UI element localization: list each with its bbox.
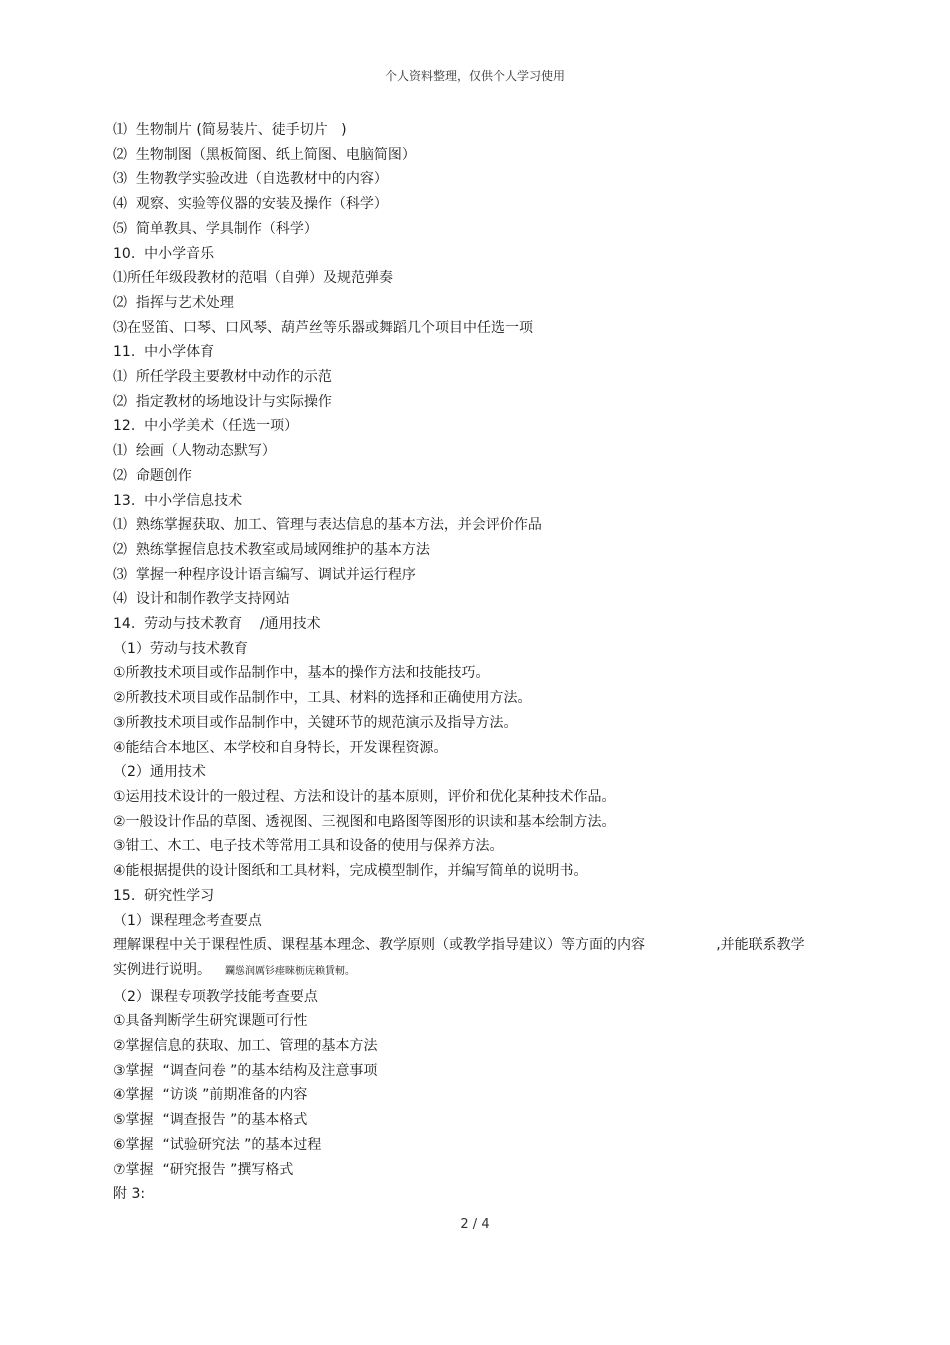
text-line: 11. 中小学体育: [113, 344, 215, 361]
text-line: ①具备判断学生研究课题可行性: [113, 1013, 308, 1030]
text-line: 附 3:: [113, 1186, 146, 1203]
text-line: （1）劳动与技术教育: [113, 640, 248, 657]
text-line: （2）课程专项教学技能考查要点: [113, 988, 318, 1005]
text-line: ⑵ 命题创作: [113, 467, 192, 484]
text-line: ⑵ 熟练掌握信息技术教室或局域网维护的基本方法: [113, 541, 430, 558]
paragraph-line-1: 理解课程中关于课程性质、课程基本理念、教学原则（或教学指导建议）等方面的内容 ,并能联系教学: [113, 937, 805, 954]
text-line: ⑤掌握 “调查报告 ”的基本格式: [113, 1112, 308, 1129]
text-line: 15. 研究性学习: [113, 887, 215, 904]
text-line: ⑴ 熟练掌握获取、加工、管理与表达信息的基本方法，并会评价作品: [113, 517, 542, 534]
paragraph-note: 鑭慫润厲钐瘗睞枥庑赖賃軔。: [225, 965, 355, 977]
paragraph: [113, 933, 863, 984]
text-line: ⑷ 观察、实验等仪器的安装及操作（科学）: [113, 196, 388, 213]
document-body: [113, 118, 863, 1207]
text-line: 14. 劳动与技术教育 /通用技术: [113, 616, 321, 633]
page-header: 个人资料整理，仅供个人学习使用: [384, 69, 565, 83]
text-line: ②一般设计作品的草图、透视图、三视图和电路图等图形的识读和基本绘制方法。: [113, 813, 616, 830]
text-block-2: [113, 985, 863, 1207]
text-line: ⑴ 所任学段主要教材中动作的示范: [113, 369, 332, 386]
paragraph-line-2: [113, 958, 863, 985]
page-number: 2 / 4: [460, 1217, 490, 1232]
text-line: ⑴所任年级段教材的范唱（自弹）及规范弹奏: [113, 270, 393, 287]
text-block-1: [113, 118, 863, 933]
text-line: ④掌握 “访谈 ”前期准备的内容: [113, 1087, 308, 1104]
text-line: ⑶在竖笛、口琴、口风琴、葫芦丝等乐器或舞蹈几个项目中任选一项: [113, 319, 533, 336]
text-line: ④能根据提供的设计图纸和工具材料，完成模型制作，并编写简单的说明书。: [113, 863, 588, 880]
text-line: ⑶ 生物教学实验改进（自选教材中的内容）: [113, 171, 388, 188]
text-line: 10. 中小学音乐: [113, 245, 215, 262]
paragraph-line-2-text: 实例进行说明。: [113, 961, 211, 978]
text-line: ⑴ 生物制片 (简易装片、徒手切片 ): [113, 122, 347, 138]
text-line: ③所教技术项目或作品制作中，关键环节的规范演示及指导方法。: [113, 714, 518, 731]
text-line: ②掌握信息的获取、加工、管理的基本方法: [113, 1038, 378, 1055]
text-line: ⑥掌握 “试验研究法 ”的基本过程: [113, 1136, 322, 1153]
text-line: ⑵ 生物制图（黑板简图、纸上简图、电脑简图）: [113, 146, 416, 163]
text-line: ⑵ 指挥与艺术处理: [113, 294, 234, 311]
text-line: ②所教技术项目或作品制作中，工具、材料的选择和正确使用方法。: [113, 690, 532, 707]
text-line: ⑴ 绘画（人物动态默写）: [113, 443, 276, 460]
text-line: ③钳工、木工、电子技术等常用工具和设备的使用与保养方法。: [113, 838, 504, 855]
text-line: ⑶ 掌握一种程序设计语言编写、调试并运行程序: [113, 566, 416, 583]
text-line: ①运用技术设计的一般过程、方法和设计的基本原则，评价和优化某种技术作品。: [113, 788, 616, 805]
text-line: ④能结合本地区、本学校和自身特长，开发课程资源。: [113, 739, 448, 756]
text-line: ①所教技术项目或作品制作中，基本的操作方法和技能技巧。: [113, 665, 490, 682]
text-line: （2）通用技术: [113, 764, 206, 781]
text-line: ⑸ 简单教具、学具制作（科学）: [113, 220, 318, 237]
text-line: 13. 中小学信息技术: [113, 492, 243, 509]
text-line: 12. 中小学美术（任选一项）: [113, 418, 299, 435]
text-line: ⑦掌握 “研究报告 ”撰写格式: [113, 1161, 294, 1178]
text-line: （1）课程理念考查要点: [113, 912, 262, 929]
text-line: ⑵ 指定教材的场地设计与实际操作: [113, 393, 332, 410]
text-line: ③掌握 “调查问卷 ”的基本结构及注意事项: [113, 1062, 378, 1079]
text-line: ⑷ 设计和制作教学支持网站: [113, 591, 290, 608]
